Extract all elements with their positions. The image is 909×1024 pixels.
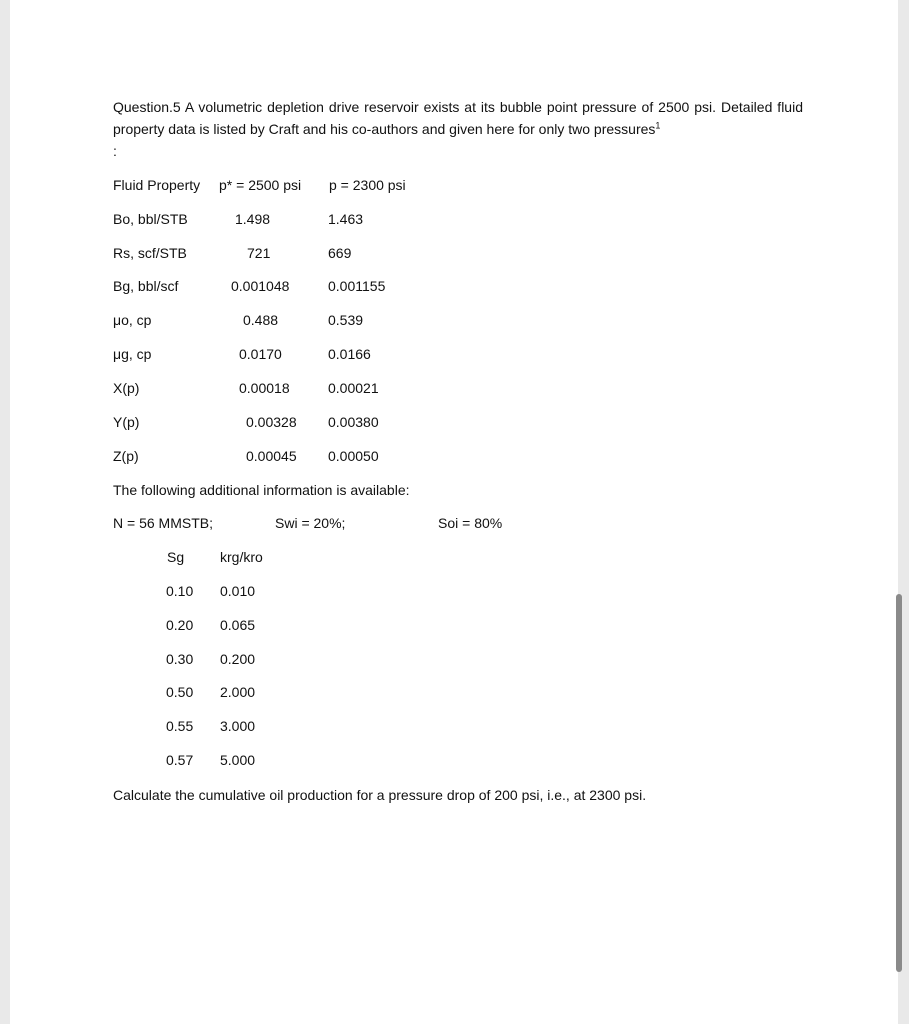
perm-header-sg: Sg <box>167 549 185 565</box>
perm-row-ratio: 0.065 <box>220 617 256 633</box>
footnote-mark: 1 <box>655 120 661 131</box>
fluid-row-property: Rs, scf/STB <box>113 245 187 261</box>
question-text: Question.5 A volumetric depletion drive reservoir exists at its bubble point pressure of 2500 psi. Detailed fluid property data is listed by Craft and his co-authors and given here for only two pressures <box>113 99 803 137</box>
fluid-row-p2500: 0.001048 <box>231 278 290 294</box>
fluid-row-p2300: 0.00050 <box>328 448 379 464</box>
fluid-row-p2300: 669 <box>328 245 352 261</box>
fluid-row-p2300: 0.001155 <box>328 278 386 294</box>
question-colon: : <box>113 143 117 159</box>
fluid-row-p2500: 1.498 <box>235 211 271 227</box>
fluid-row-property: Z(p) <box>113 448 139 464</box>
fluid-row-p2500: 0.488 <box>243 312 279 328</box>
additional-info-intro: The following additional information is available: <box>113 482 410 498</box>
vertical-scrollbar[interactable] <box>896 594 902 972</box>
fluid-row-p2500: 0.00045 <box>246 448 297 464</box>
fluid-row-p2300: 0.539 <box>328 312 364 328</box>
fluid-row-property: X(p) <box>113 380 140 396</box>
fluid-row-p2500: 0.00018 <box>239 380 290 396</box>
fluid-row-property: Bg, bbl/scf <box>113 278 179 294</box>
perm-row-ratio: 2.000 <box>220 684 256 700</box>
n-value: N = 56 MMSTB; <box>113 515 213 531</box>
fluid-row-p2500: 721 <box>247 245 271 261</box>
perm-row-sg: 0.30 <box>166 651 194 667</box>
soi-value: Soi = 80% <box>438 515 503 531</box>
fluid-row-p2500: 0.0170 <box>239 346 282 362</box>
fluid-header-property: Fluid Property <box>113 177 201 193</box>
question-paragraph <box>113 96 803 140</box>
fluid-row-p2300: 1.463 <box>328 211 364 227</box>
perm-row-ratio: 3.000 <box>220 718 256 734</box>
fluid-row-property: Y(p) <box>113 414 140 430</box>
fluid-header-p2300: p = 2300 psi <box>329 177 406 193</box>
fluid-header-p2500: p* = 2500 psi <box>219 177 302 193</box>
document-page <box>10 0 898 1024</box>
task-statement: Calculate the cumulative oil production for a pressure drop of 200 psi, i.e., at 2300 psi. <box>113 787 647 803</box>
perm-row-sg: 0.50 <box>166 684 194 700</box>
perm-row-ratio: 0.200 <box>220 651 256 667</box>
perm-row-ratio: 0.010 <box>220 583 256 599</box>
fluid-row-p2300: 0.00021 <box>328 380 379 396</box>
fluid-row-property: μo, cp <box>113 312 152 328</box>
swi-value: Swi = 20%; <box>275 515 346 531</box>
fluid-row-p2500: 0.00328 <box>246 414 297 430</box>
perm-header-ratio: krg/kro <box>220 549 263 565</box>
fluid-row-property: Bo, bbl/STB <box>113 211 188 227</box>
perm-row-sg: 0.57 <box>166 752 194 768</box>
perm-row-sg: 0.20 <box>166 617 194 633</box>
fluid-row-property: μg, cp <box>113 346 152 362</box>
perm-row-ratio: 5.000 <box>220 752 256 768</box>
fluid-row-p2300: 0.00380 <box>328 414 379 430</box>
fluid-row-p2300: 0.0166 <box>328 346 371 362</box>
perm-row-sg: 0.10 <box>166 583 194 599</box>
perm-row-sg: 0.55 <box>166 718 194 734</box>
